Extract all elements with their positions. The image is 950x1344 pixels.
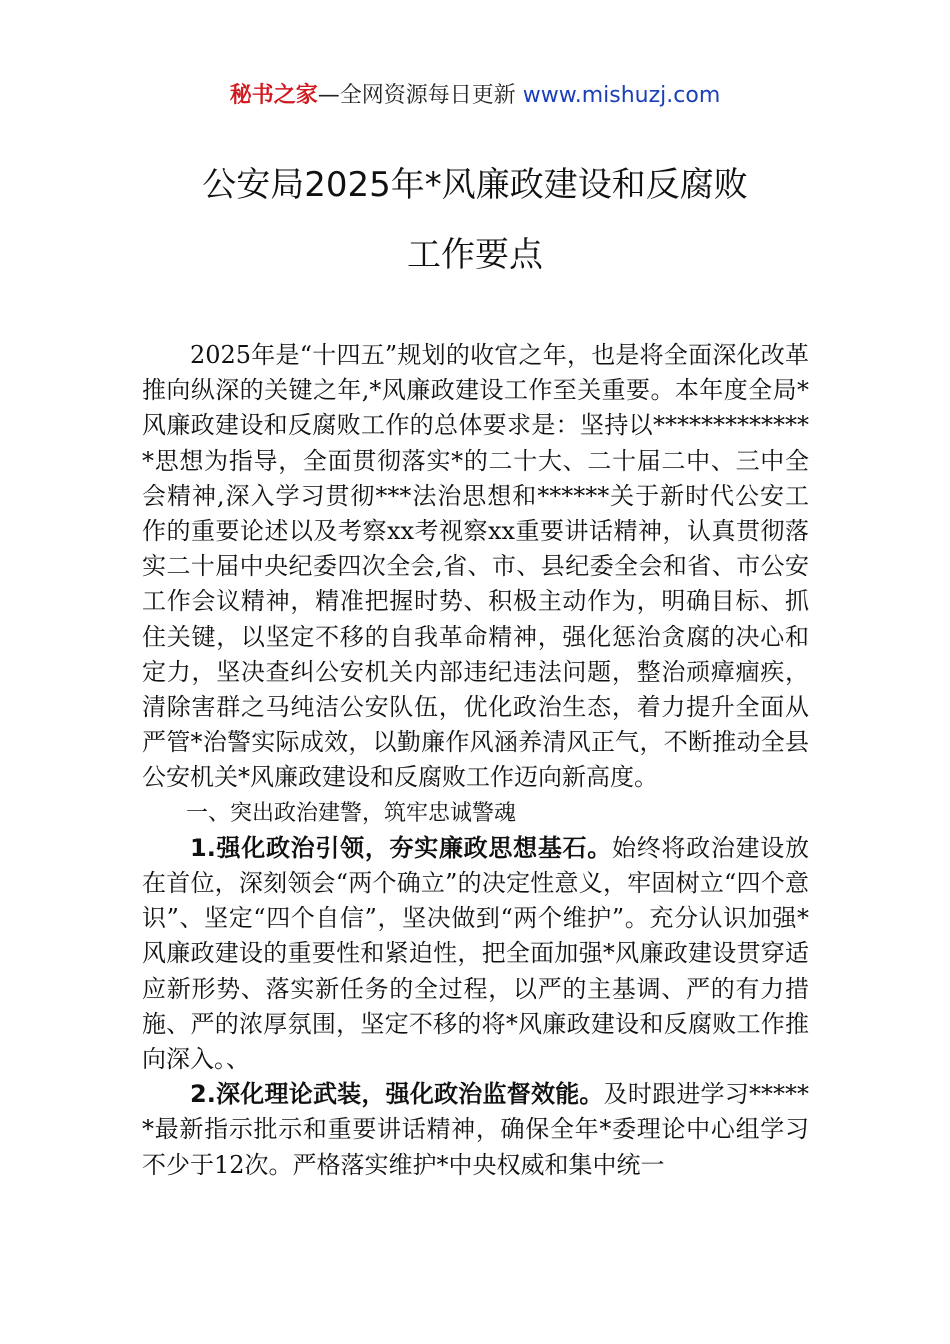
title-line-2: 工作要点 (407, 235, 543, 275)
header-tagline: —全网资源每日更新 (317, 83, 516, 108)
item-2-lead: 2.深化理论武装，强化政治监督效能。 (190, 1080, 604, 1109)
item-2-text: 及时跟进学习******最新指示批示和重要讲话精神，确保全年*委理论中心组学习不少于12次。严格落实维护*中央权威和集中统一 (142, 1080, 809, 1179)
item-1-lead: 1.强化政治引领，夯实廉政思想基石。 (190, 833, 612, 862)
document-body (142, 338, 809, 1183)
item-1-text: 始终将政治建设放在首位，深刻领会“两个确立”的决定性意义，牢固树立“四个意识”、坚定“四个自信”，坚决做到“两个维护”。充分认识加强*风廉政建设的重要性和紧迫性，把全面加强*风廉政建设贯穿适应新形势、落实新任务的全过程，以严的主基调、严的有力措施、严的浓厚氛围，坚定不移的将*风廉政建设和反腐败工作推向深入。、 (142, 833, 809, 1074)
item-paragraph-1 (142, 831, 809, 1077)
site-url-link[interactable]: www.mishuzj.com (515, 83, 721, 108)
title-line-1: 公安局2025年*风廉政建设和反腐败 (202, 165, 748, 205)
section-heading-1: 一、突出政治建警，筑牢忠诚警魂 (186, 800, 517, 826)
intro-paragraph: 2025年是“十四五”规划的收官之年，也是将全面深化改革推向纵深的关键之年,*风廉政建设工作至关重要。本年度全局*风廉政建设和反腐败工作的总体要求是：坚持以**************思想为指导，全面贯彻落实*的二十大、二十届二中、三中全会精神,深入学习贯彻***法治思想和******关于新时代公安工作的重要论述以及考察xx考视察xx重要讲话精神，认真贯彻落实二十届中央纪委四次全会,省、市、县纪委全会和省、市公安工作会议精神，精准把握时势、积极主动作为，明确目标、抓住关键，以坚定不移的自我革命精神，强化惩治贪腐的决心和定力，坚决查纠公安机关内部违纪违法问题，整治顽瘴痼疾，清除害群之马纯洁公安队伍，优化政治生态，着力提升全面从严管*治警实际成效，以勤廉作风涵养清风正气，不断推动全县公安机关*风廉政建设和反腐败工作迈向新高度。 (142, 341, 809, 792)
item-paragraph-2 (142, 1077, 809, 1183)
brand-name: 秘书之家 (229, 83, 318, 108)
site-header (0, 80, 950, 112)
document-title (0, 150, 950, 290)
